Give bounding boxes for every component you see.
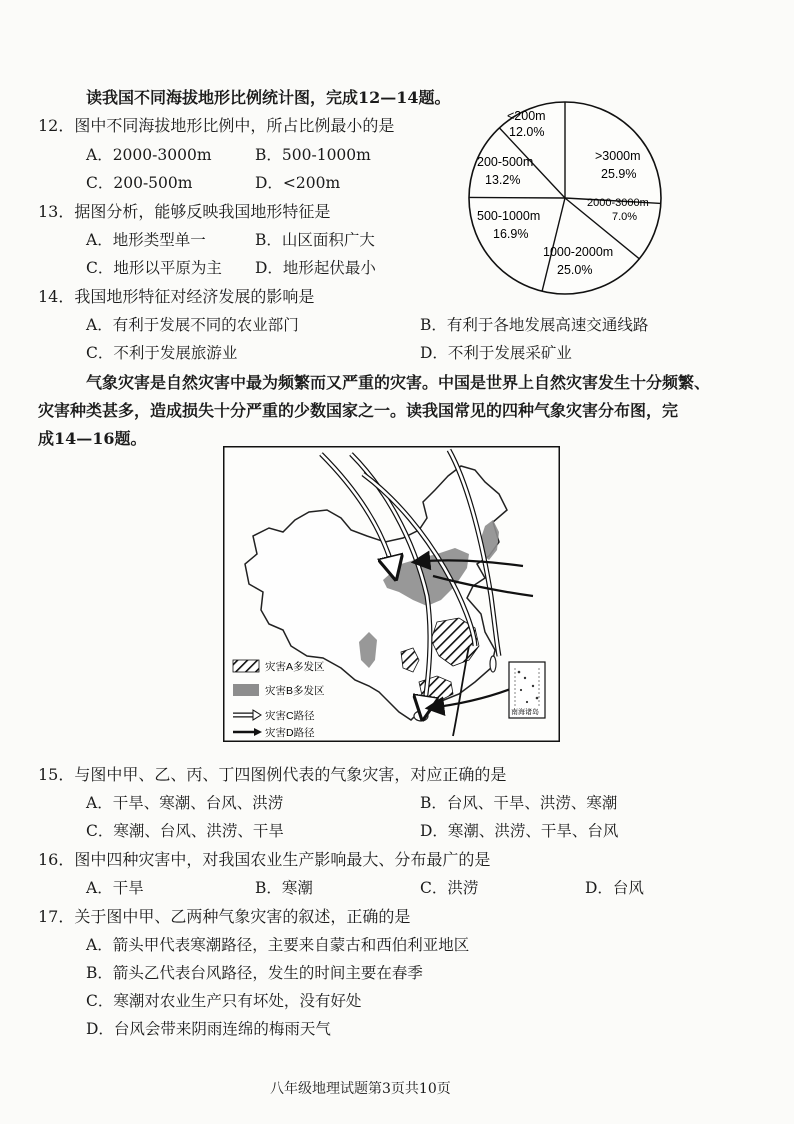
slice-value-200-500: 13.2% — [485, 173, 521, 187]
q14-option-d: D．不利于发展采矿业 — [420, 344, 572, 362]
q15-option-b: B．台风、干旱、洪涝、寒潮 — [420, 794, 618, 812]
taiwan-island — [490, 656, 496, 672]
q17-option-a: A．箭头甲代表寒潮路径，主要来自蒙古和西伯利亚地区 — [86, 936, 470, 954]
q14-option-b: B．有利于各地发展高速交通线路 — [420, 316, 649, 334]
question-12-stem: 12．图中不同海拔地形比例中，所占比例最小的是 — [38, 116, 395, 135]
question-13-stem: 13．据图分析，能够反映我国地形特征是 — [38, 202, 331, 221]
q15-option-c: C．寒潮、台风、洪涝、干旱 — [86, 822, 284, 840]
slice-label-lt200: <200m — [507, 109, 546, 123]
intro-text-2-line-3: 成14—16题。 — [38, 429, 147, 448]
q14-option-a: A．有利于发展不同的农业部门 — [86, 316, 299, 334]
q12-option-b: B．500-1000m — [255, 146, 371, 164]
slice-value-1000-2000: 25.0% — [557, 263, 593, 277]
legend-disaster-c: 灾害C路径 — [265, 710, 315, 722]
intro-text-2-line-1: 气象灾害是自然灾害中最为频繁而又严重的灾害。中国是世界上自然灾害发生十分频繁、 — [86, 373, 711, 392]
q15-option-d: D．寒潮、洪涝、干旱、台风 — [420, 822, 619, 840]
q16-option-c: C．洪涝 — [420, 879, 479, 897]
q12-option-c: C．200-500m — [86, 174, 193, 192]
q16-option-b: B．寒潮 — [255, 879, 313, 897]
q17-option-b: B．箭头乙代表台风路径，发生的时间主要在春季 — [86, 964, 423, 982]
q17-option-c: C．寒潮对农业生产只有坏处，没有好处 — [86, 992, 362, 1010]
intro-text-2-line-2: 灾害种类甚多，造成损失十分严重的少数国家之一。读我国常见的四种气象灾害分布图，完 — [38, 401, 679, 420]
q13-option-a: A．地形类型单一 — [86, 231, 206, 249]
slice-value-2000-3000: 7.0% — [612, 211, 638, 223]
q13-option-b: B．山区面积广大 — [255, 231, 375, 249]
slice-label-200-500: 200-500m — [477, 155, 534, 169]
intro-text-1: 读我国不同海拔地形比例统计图，完成12—14题。 — [86, 88, 451, 107]
q12-option-a: A．2000-3000m — [86, 146, 212, 164]
q13-option-c: C．地形以平原为主 — [86, 259, 222, 277]
slice-label-1000-2000: 1000-2000m — [543, 245, 614, 259]
legend-disaster-d: 灾害D路径 — [265, 727, 315, 739]
q14-option-c: C．不利于发展旅游业 — [86, 344, 238, 362]
inset-label: 南海诸岛 — [511, 709, 539, 716]
slice-value-gt3000: 25.9% — [601, 167, 637, 181]
elevation-pie-chart — [455, 96, 675, 300]
slice-label-500-1000: 500-1000m — [477, 209, 541, 223]
question-17-stem: 17．关于图中甲、乙两种气象灾害的叙述，正确的是 — [38, 907, 411, 926]
q16-option-a: A．干旱 — [86, 879, 144, 897]
disaster-distribution-map — [223, 446, 560, 742]
q16-option-d: D．台风 — [585, 879, 644, 897]
q13-option-d: D．地形起伏最小 — [255, 259, 376, 277]
legend-disaster-b: 灾害B多发区 — [265, 685, 325, 697]
legend-disaster-a: 灾害A多发区 — [265, 661, 325, 673]
question-15-stem: 15．与图中甲、乙、丙、丁四图例代表的气象灾害，对应正确的是 — [38, 765, 507, 784]
question-16-stem: 16．图中四种灾害中，对我国农业生产影响最大、分布最广的是 — [38, 850, 491, 869]
q12-option-d: D．<200m — [255, 174, 341, 192]
q15-option-a: A．干旱、寒潮、台风、洪涝 — [86, 794, 284, 812]
slice-label-2000-3000: 2000-3000m — [587, 197, 649, 209]
question-14-stem: 14．我国地形特征对经济发展的影响是 — [38, 287, 315, 306]
slice-value-lt200: 12.0% — [509, 125, 545, 139]
page-footer: 八年级地理试题第3页共10页 — [270, 1081, 451, 1097]
slice-label-gt3000: >3000m — [595, 149, 641, 163]
slice-value-500-1000: 16.9% — [493, 227, 529, 241]
q17-option-d: D．台风会带来阴雨连绵的梅雨天气 — [86, 1020, 331, 1038]
